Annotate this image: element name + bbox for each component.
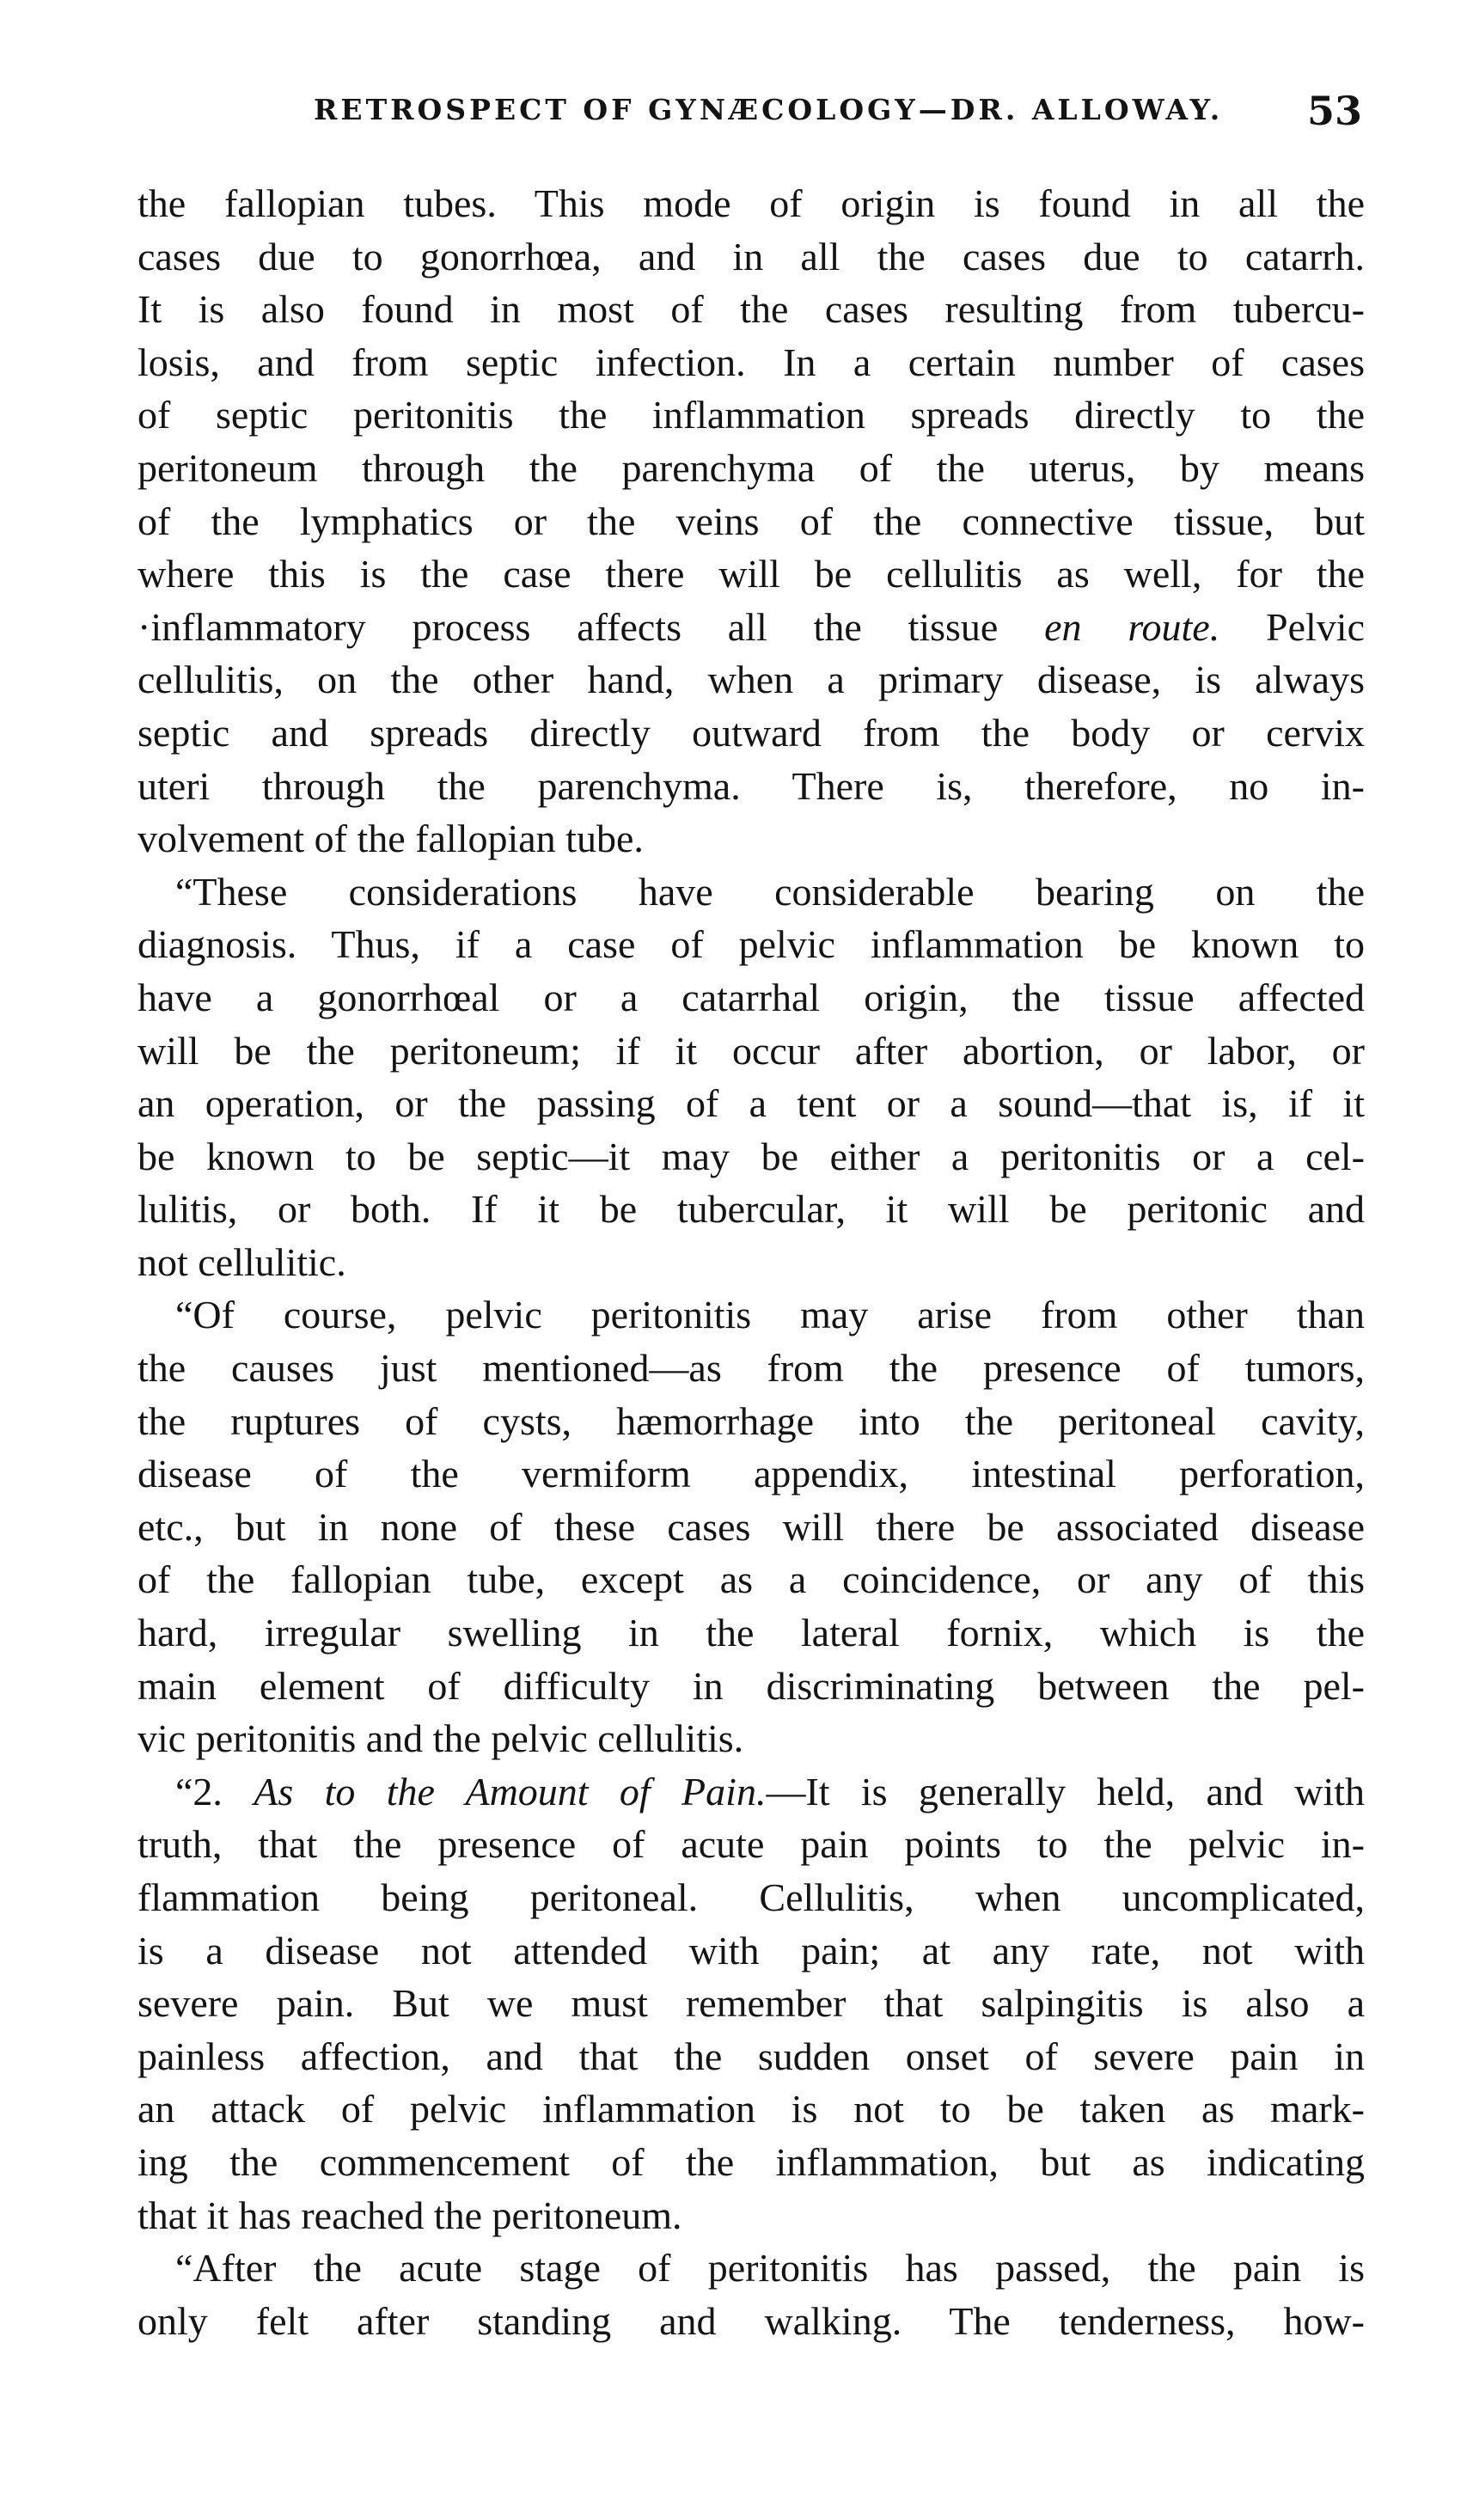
text-run: —It is generally held, and with <box>766 1769 1366 1814</box>
text-run: “2. <box>175 1769 254 1814</box>
text-line: “These considerations have considerable bearing on the <box>175 869 1365 914</box>
text-line: volvement of the fallopian tube. <box>138 817 644 861</box>
body-text <box>138 177 1365 2347</box>
text-line: painless affection, and that the sudden onset of severe pain in <box>138 2034 1365 2078</box>
text-line: the ruptures of cysts, hæmorrhage into the peritoneal cavity, <box>138 1398 1365 1443</box>
text-line: severe pain. But we must remember that salpingitis is also a <box>138 1981 1365 2026</box>
text-line: main element of difficulty in discriminating between the pel- <box>138 1663 1365 1708</box>
text-line: “Of course, pelvic peritonitis may arise from other than <box>175 1293 1365 1337</box>
text-line: cellulitis, on the other hand, when a primary disease, is always <box>138 658 1365 702</box>
text-line: an attack of pelvic inflammation is not to be taken as mark- <box>138 2087 1365 2132</box>
text-run: Pelvic <box>1219 604 1365 649</box>
paragraph-2 <box>138 865 1365 1289</box>
text-line: of the fallopian tube, except as a coincidence, or any of this <box>138 1557 1365 1602</box>
text-line: the fallopian tubes. This mode of origin is found in all the <box>138 181 1365 225</box>
paragraph-1 <box>138 177 1365 865</box>
text-line: It is also found in most of the cases resulting from tubercu- <box>138 287 1365 332</box>
text-line: is a disease not attended with pain; at any rate, not with <box>138 1928 1365 1973</box>
text-line: have a gonorrhœal or a catarrhal origin, the tissue affected <box>138 975 1365 1019</box>
italic-phrase: en route. <box>1044 604 1220 649</box>
page-number: 53 <box>1306 88 1362 134</box>
text-line: “After the acute stage of peritonitis has passed, the pain is <box>175 2246 1365 2291</box>
text-line: ing the commencement of the inflammation, but as indicating <box>138 2139 1365 2184</box>
text-line: diagnosis. Thus, if a case of pelvic inflammation be known to <box>138 922 1365 967</box>
text-line: flammation being peritoneal. Cellulitis, when uncomplicated, <box>138 1875 1365 1919</box>
text-line: lulitis, or both. If it be tubercular, it will be peritonic and <box>138 1187 1365 1232</box>
text-line: septic and spreads directly outward from the body or cervix <box>138 710 1365 755</box>
paragraph-3 <box>138 1288 1365 1765</box>
text-line: truth, that the presence of acute pain points to the pelvic in- <box>138 1822 1365 1867</box>
text-line: that it has reached the peritoneum. <box>138 2193 682 2237</box>
text-line: an operation, or the passing of a tent or a sound—that is, if it <box>138 1081 1365 1126</box>
text-line: the causes just mentioned—as from the presence of tumors, <box>138 1346 1365 1391</box>
text-line: of the lymphatics or the veins of the connective tissue, but <box>138 498 1365 543</box>
text-line: uteri through the parenchyma. There is, therefore, no in- <box>138 763 1365 808</box>
text-line <box>138 601 1365 654</box>
text-line: hard, irregular swelling in the lateral fornix, which is the <box>138 1611 1365 1655</box>
text-line: of septic peritonitis the inflammation spreads directly to the <box>138 393 1365 437</box>
text-run: ·inflammatory process affects all the tissue <box>138 604 1045 649</box>
text-line: where this is the case there will be cellulitis as well, for the <box>138 552 1365 596</box>
text-line: etc., but in none of these cases will there be associated disease <box>138 1504 1365 1549</box>
text-line: cases due to gonorrhœa, and in all the cases due to catarrh. <box>138 234 1365 278</box>
text-line: only felt after standing and walking. The tenderness, how- <box>138 2298 1365 2343</box>
text-line: peritoneum through the parenchyma of the uterus, by means <box>138 445 1365 490</box>
paragraph-4 <box>138 1765 1365 2242</box>
text-line: disease of the vermiform appendix, intestinal perforation, <box>138 1452 1365 1496</box>
text-line: vic peritonitis and the pelvic cellulitis. <box>138 1716 744 1761</box>
text-line <box>138 1765 1365 1819</box>
running-head <box>138 88 1384 144</box>
text-line: losis, and from septic infection. In a certain number of cases <box>138 339 1365 384</box>
text-line: be known to be septic—it may be either a peritonitis or a cel- <box>138 1134 1365 1178</box>
text-line: not cellulitic. <box>138 1239 346 1284</box>
text-line: will be the peritoneum; if it occur after abortion, or labor, or <box>138 1028 1365 1073</box>
running-title: RETROSPECT OF GYNÆCOLOGY—DR. ALLOWAY. <box>314 93 1224 126</box>
paragraph-5 <box>138 2242 1365 2347</box>
section-heading-italic: As to the Amount of Pain. <box>254 1769 767 1814</box>
